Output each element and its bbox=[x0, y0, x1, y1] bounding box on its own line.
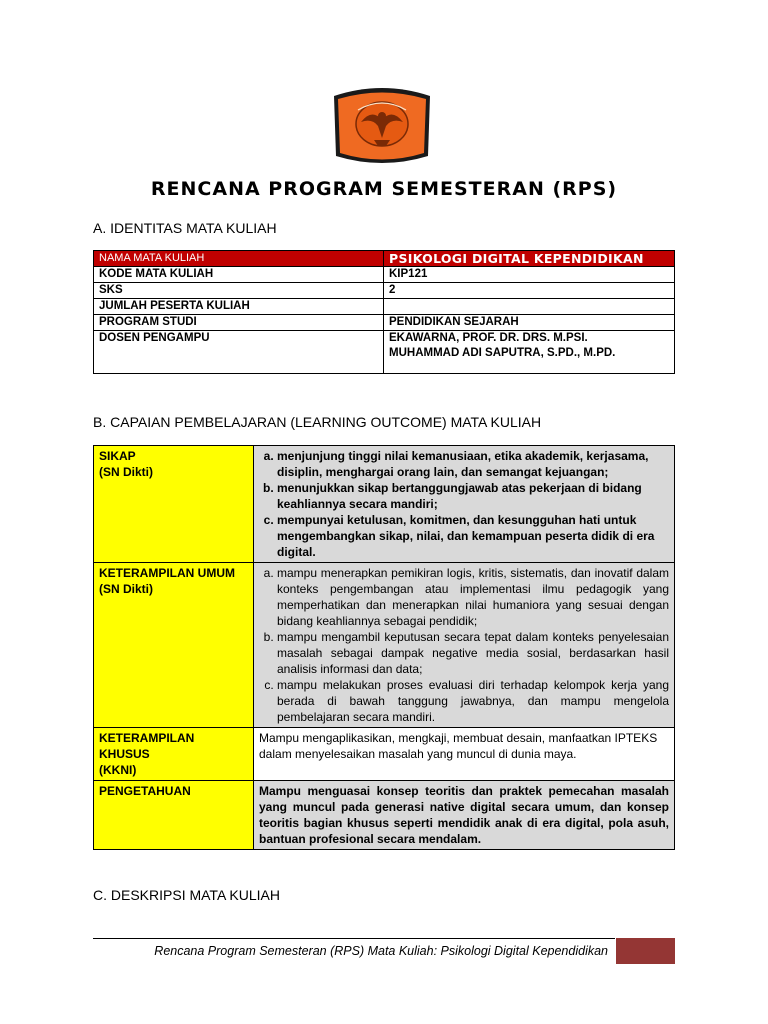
row-sublabel: (SN Dikti) bbox=[99, 465, 153, 479]
row-label: PENGETAHUAN bbox=[99, 784, 191, 798]
study-program-value: PENDIDIKAN SEJARAH bbox=[384, 315, 675, 331]
table-row bbox=[94, 563, 675, 728]
knowledge-value: Mampu menguasai konsep teoritis dan praktek pemecahan masalah yang muncul pada generasi native digital secara umum, dan konsep teoritis bagian khusus seperti mendidik anak di era digital, pola asuh, bantuan profesional secara mendalam. bbox=[254, 781, 675, 850]
table-row bbox=[94, 315, 675, 331]
table-row bbox=[94, 331, 675, 374]
list-item: b. mampu mengambil keputusan secara tepat dalam konteks penyelesaian masalah sebagai dampak negative media sosial, berdasarkan hasil analisis informasi dan data; bbox=[277, 629, 669, 677]
table-row bbox=[94, 283, 675, 299]
table-row bbox=[94, 267, 675, 283]
special-skills-value: Mampu mengaplikasikan, mengkaji, membuat desain, manfaatkan IPTEKS dalam menyelesaikan masalah yang muncul di dunia maya. bbox=[254, 728, 675, 781]
identity-table bbox=[93, 250, 675, 374]
table-row bbox=[94, 446, 675, 563]
general-skills-value-cell bbox=[254, 563, 675, 728]
row-sublabel: (SN Dikti) bbox=[99, 582, 153, 596]
footer-text: Rencana Program Semesteran (RPS) Mata Kuliah: Psikologi Digital Kependidikan bbox=[154, 944, 608, 958]
row-label: KETERAMPILAN UMUM bbox=[99, 566, 235, 580]
row-label: KETERAMPILAN KHUSUS bbox=[99, 731, 195, 761]
university-emblem-icon bbox=[328, 86, 436, 166]
row-label: DOSEN PENGAMPU bbox=[94, 331, 384, 374]
row-label: NAMA MATA KULIAH bbox=[94, 251, 384, 267]
participants-value bbox=[384, 299, 675, 315]
table-row bbox=[94, 251, 675, 267]
row-label: KODE MATA KULIAH bbox=[94, 267, 384, 283]
general-skills-label-cell bbox=[94, 563, 254, 728]
list-item: c. mampu melakukan proses evaluasi diri terhadap kelompok kerja yang berada di bawah tanggung jawabnya, dan mampu mengelola pembelajaran secara mandiri. bbox=[277, 677, 669, 725]
footer-divider bbox=[93, 938, 615, 939]
learning-outcome-table bbox=[93, 445, 675, 850]
list-item: a. mampu menerapkan pemikiran logis, kritis, sistematis, dan inovatif dalam konteks pengembangan atau implementasi ilmu pedagogik yang memperhatikan dan menerapkan nilai humaniora yang sesuai dengan bidang keahliannya sebagai pendidik; bbox=[277, 565, 669, 629]
row-label: PROGRAM STUDI bbox=[94, 315, 384, 331]
sikap-value-cell bbox=[254, 446, 675, 563]
section-a-heading: A. IDENTITAS MATA KULIAH bbox=[93, 220, 277, 236]
table-row bbox=[94, 728, 675, 781]
lecturer-name: MUHAMMAD ADI SAPUTRA, S.PD., M.PD. bbox=[389, 347, 616, 359]
section-b-heading: B. CAPAIAN PEMBELAJARAN (LEARNING OUTCOME) MATA KULIAH bbox=[93, 414, 542, 430]
document-title: RENCANA PROGRAM SEMESTERAN (RPS) bbox=[150, 178, 618, 200]
sikap-list bbox=[259, 448, 669, 560]
lecturer-names bbox=[384, 331, 675, 374]
section-c-heading: C. DESKRIPSI MATA KULIAH bbox=[93, 887, 280, 903]
course-code-value: KIP121 bbox=[384, 267, 675, 283]
row-label: SKS bbox=[94, 283, 384, 299]
row-label: JUMLAH PESERTA KULIAH bbox=[94, 299, 384, 315]
special-skills-label-cell bbox=[94, 728, 254, 781]
sikap-label-cell bbox=[94, 446, 254, 563]
list-item: b. menunjukkan sikap bertanggungjawab atas pekerjaan di bidang keahliannya secara mandiri; bbox=[277, 480, 669, 512]
general-skills-list bbox=[259, 565, 669, 725]
row-label: SIKAP bbox=[99, 449, 136, 463]
row-sublabel: (KKNI) bbox=[99, 763, 137, 777]
table-row bbox=[94, 781, 675, 850]
knowledge-label-cell bbox=[94, 781, 254, 850]
course-name-value: PSIKOLOGI DIGITAL KEPENDIDIKAN bbox=[384, 251, 675, 267]
list-item: a. menjunjung tinggi nilai kemanusiaan, etika akademik, kerjasama, disiplin, menghargai orang lain, dan semangat kejuangan; bbox=[277, 448, 669, 480]
footer-color-block bbox=[616, 938, 675, 964]
lecturer-name: EKAWARNA, PROF. DR. DRS. M.PSI. bbox=[389, 332, 588, 344]
list-item: c. mempunyai ketulusan, komitmen, dan kesungguhan hati untuk mengembangkan sikap, nilai, dan kemampuan peserta didik di era digital. bbox=[277, 512, 669, 560]
table-row bbox=[94, 299, 675, 315]
sks-value: 2 bbox=[384, 283, 675, 299]
